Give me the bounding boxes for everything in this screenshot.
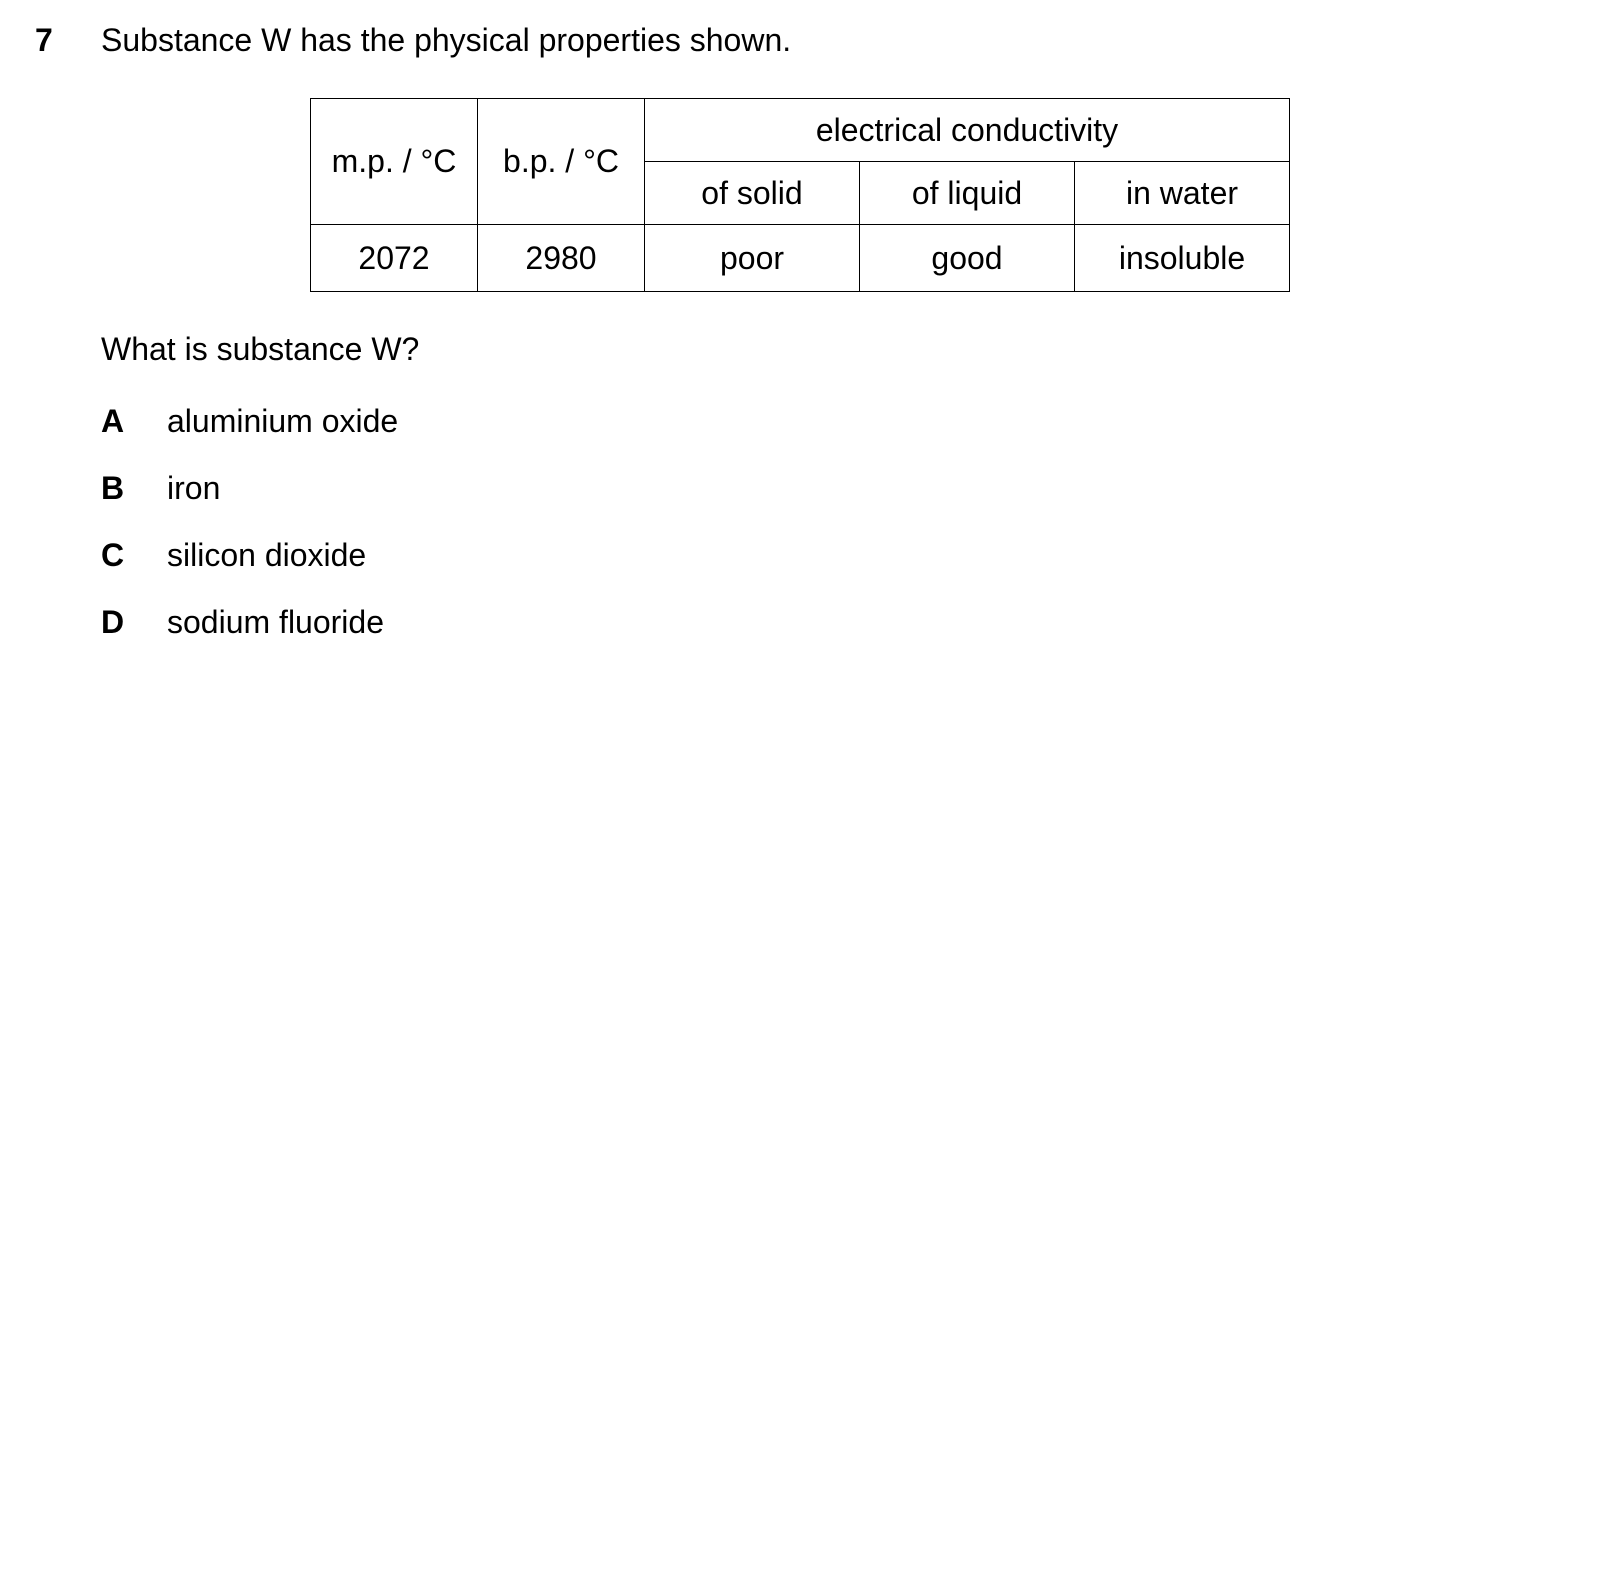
option-c[interactable] bbox=[101, 535, 398, 602]
cell-in-water: insoluble bbox=[1075, 225, 1290, 292]
cell-melting-point: 2072 bbox=[311, 225, 478, 292]
option-text: silicon dioxide bbox=[167, 537, 367, 573]
option-letter: C bbox=[101, 537, 125, 573]
header-boiling-point: b.p. / °C bbox=[478, 99, 645, 225]
cell-of-solid: poor bbox=[645, 225, 860, 292]
option-text: sodium fluoride bbox=[167, 604, 384, 640]
cell-of-liquid: good bbox=[860, 225, 1075, 292]
header-in-water: in water bbox=[1075, 162, 1290, 225]
header-melting-point: m.p. / °C bbox=[311, 99, 478, 225]
option-d[interactable] bbox=[101, 602, 398, 669]
option-letter: A bbox=[101, 403, 125, 439]
header-of-liquid: of liquid bbox=[860, 162, 1075, 225]
header-electrical-conductivity: electrical conductivity bbox=[645, 99, 1290, 162]
option-text: iron bbox=[167, 470, 221, 506]
header-of-solid: of solid bbox=[645, 162, 860, 225]
question-stem: Substance W has the physical properties shown. bbox=[101, 22, 792, 58]
option-letter: B bbox=[101, 470, 125, 506]
table-row bbox=[311, 225, 1290, 292]
option-letter: D bbox=[101, 604, 125, 640]
cell-boiling-point: 2980 bbox=[478, 225, 645, 292]
properties-table bbox=[310, 98, 1290, 292]
question-prompt: What is substance W? bbox=[101, 331, 420, 367]
answer-options bbox=[101, 401, 398, 669]
table-header-row bbox=[311, 99, 1290, 162]
option-text: aluminium oxide bbox=[167, 403, 399, 439]
option-b[interactable] bbox=[101, 468, 398, 535]
question-number: 7 bbox=[35, 22, 53, 58]
option-a[interactable] bbox=[101, 401, 398, 468]
